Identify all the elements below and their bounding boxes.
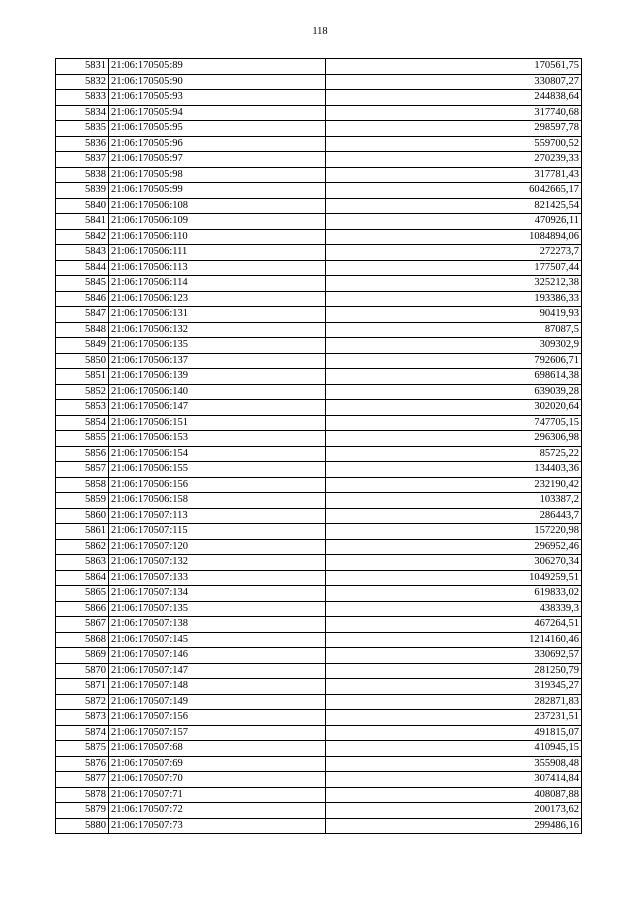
cadastral-number-cell: 21:06:170506:110 (109, 229, 326, 245)
row-number-cell: 5869 (56, 648, 109, 664)
row-number-cell: 5831 (56, 59, 109, 75)
value-cell: 296952,46 (326, 539, 582, 555)
table-row (56, 756, 582, 772)
cadastral-number-cell: 21:06:170506:147 (109, 400, 326, 416)
value-cell: 438339,3 (326, 601, 582, 617)
row-number-cell: 5845 (56, 276, 109, 292)
table-row (56, 431, 582, 447)
row-number-cell: 5863 (56, 555, 109, 571)
table-row (56, 152, 582, 168)
table-row (56, 710, 582, 726)
value-cell: 6042665,17 (326, 183, 582, 199)
table-row (56, 276, 582, 292)
value-cell: 90419,93 (326, 307, 582, 323)
row-number-cell: 5861 (56, 524, 109, 540)
cadastral-number-cell: 21:06:170506:137 (109, 353, 326, 369)
cadastral-number-cell: 21:06:170506:123 (109, 291, 326, 307)
value-cell: 299486,16 (326, 818, 582, 834)
table-row (56, 477, 582, 493)
table-row (56, 632, 582, 648)
cadastral-number-cell: 21:06:170507:138 (109, 617, 326, 633)
cadastral-number-cell: 21:06:170507:69 (109, 756, 326, 772)
table-row (56, 772, 582, 788)
table-row (56, 136, 582, 152)
cadastral-number-cell: 21:06:170507:145 (109, 632, 326, 648)
row-number-cell: 5840 (56, 198, 109, 214)
row-number-cell: 5833 (56, 90, 109, 106)
cadastral-number-cell: 21:06:170507:149 (109, 694, 326, 710)
table-row (56, 679, 582, 695)
row-number-cell: 5851 (56, 369, 109, 385)
value-cell: 232190,42 (326, 477, 582, 493)
cadastral-number-cell: 21:06:170507:148 (109, 679, 326, 695)
table-row (56, 586, 582, 602)
row-number-cell: 5868 (56, 632, 109, 648)
table-row (56, 198, 582, 214)
cadastral-number-cell: 21:06:170507:133 (109, 570, 326, 586)
row-number-cell: 5837 (56, 152, 109, 168)
row-number-cell: 5871 (56, 679, 109, 695)
value-cell: 286443,7 (326, 508, 582, 524)
value-cell: 467264,51 (326, 617, 582, 633)
cadastral-number-cell: 21:06:170506:139 (109, 369, 326, 385)
table-row (56, 400, 582, 416)
cadastral-number-cell: 21:06:170505:98 (109, 167, 326, 183)
value-cell: 639039,28 (326, 384, 582, 400)
value-cell: 821425,54 (326, 198, 582, 214)
cadastral-number-cell: 21:06:170506:156 (109, 477, 326, 493)
value-cell: 1214160,46 (326, 632, 582, 648)
table-row (56, 291, 582, 307)
table-row (56, 415, 582, 431)
table-row (56, 648, 582, 664)
value-cell: 1084894,06 (326, 229, 582, 245)
cadastral-number-cell: 21:06:170507:68 (109, 741, 326, 757)
value-cell: 325212,38 (326, 276, 582, 292)
table-row (56, 369, 582, 385)
value-cell: 747705,15 (326, 415, 582, 431)
table-row (56, 59, 582, 75)
cadastral-number-cell: 21:06:170507:146 (109, 648, 326, 664)
value-cell: 281250,79 (326, 663, 582, 679)
row-number-cell: 5835 (56, 121, 109, 137)
row-number-cell: 5841 (56, 214, 109, 230)
row-number-cell: 5855 (56, 431, 109, 447)
cadastral-number-cell: 21:06:170505:97 (109, 152, 326, 168)
cadastral-number-cell: 21:06:170507:72 (109, 803, 326, 819)
value-cell: 237231,51 (326, 710, 582, 726)
cadastral-number-cell: 21:06:170507:70 (109, 772, 326, 788)
table-row (56, 787, 582, 803)
value-cell: 559700,52 (326, 136, 582, 152)
table-row (56, 229, 582, 245)
row-number-cell: 5862 (56, 539, 109, 555)
value-cell: 134403,36 (326, 462, 582, 478)
table-row (56, 601, 582, 617)
value-cell: 410945,15 (326, 741, 582, 757)
row-number-cell: 5865 (56, 586, 109, 602)
row-number-cell: 5857 (56, 462, 109, 478)
value-cell: 330692,57 (326, 648, 582, 664)
row-number-cell: 5847 (56, 307, 109, 323)
row-number-cell: 5873 (56, 710, 109, 726)
table-row (56, 214, 582, 230)
row-number-cell: 5856 (56, 446, 109, 462)
value-cell: 85725,22 (326, 446, 582, 462)
row-number-cell: 5880 (56, 818, 109, 834)
cadastral-number-cell: 21:06:170506:132 (109, 322, 326, 338)
cadastral-number-cell: 21:06:170507:115 (109, 524, 326, 540)
cadastral-number-cell: 21:06:170507:120 (109, 539, 326, 555)
table-row (56, 694, 582, 710)
row-number-cell: 5859 (56, 493, 109, 509)
cadastral-number-cell: 21:06:170507:157 (109, 725, 326, 741)
row-number-cell: 5866 (56, 601, 109, 617)
value-cell: 306270,34 (326, 555, 582, 571)
cadastral-number-cell: 21:06:170505:93 (109, 90, 326, 106)
row-number-cell: 5854 (56, 415, 109, 431)
value-cell: 408087,88 (326, 787, 582, 803)
table-row (56, 741, 582, 757)
cadastral-number-cell: 21:06:170506:155 (109, 462, 326, 478)
value-cell: 317781,43 (326, 167, 582, 183)
value-cell: 157220,98 (326, 524, 582, 540)
table-row (56, 183, 582, 199)
table-row (56, 307, 582, 323)
cadastral-number-cell: 21:06:170507:73 (109, 818, 326, 834)
cadastral-number-cell: 21:06:170507:156 (109, 710, 326, 726)
table-row (56, 338, 582, 354)
row-number-cell: 5875 (56, 741, 109, 757)
row-number-cell: 5844 (56, 260, 109, 276)
value-cell: 355908,48 (326, 756, 582, 772)
row-number-cell: 5876 (56, 756, 109, 772)
cadastral-number-cell: 21:06:170507:147 (109, 663, 326, 679)
value-cell: 491815,07 (326, 725, 582, 741)
row-number-cell: 5832 (56, 74, 109, 90)
cadastral-number-cell: 21:06:170507:132 (109, 555, 326, 571)
row-number-cell: 5860 (56, 508, 109, 524)
table-row (56, 803, 582, 819)
cadastral-number-cell: 21:06:170506:113 (109, 260, 326, 276)
row-number-cell: 5879 (56, 803, 109, 819)
row-number-cell: 5848 (56, 322, 109, 338)
row-number-cell: 5878 (56, 787, 109, 803)
value-cell: 619833,02 (326, 586, 582, 602)
cadastral-number-cell: 21:06:170506:151 (109, 415, 326, 431)
cadastral-number-cell: 21:06:170506:108 (109, 198, 326, 214)
value-cell: 307414,84 (326, 772, 582, 788)
cadastral-number-cell: 21:06:170506:131 (109, 307, 326, 323)
cadastral-number-cell: 21:06:170506:111 (109, 245, 326, 261)
cadastral-number-cell: 21:06:170505:90 (109, 74, 326, 90)
table-row (56, 353, 582, 369)
table-row (56, 818, 582, 834)
row-number-cell: 5870 (56, 663, 109, 679)
table-row (56, 245, 582, 261)
cadastral-number-cell: 21:06:170505:95 (109, 121, 326, 137)
value-cell: 309302,9 (326, 338, 582, 354)
row-number-cell: 5838 (56, 167, 109, 183)
row-number-cell: 5839 (56, 183, 109, 199)
value-cell: 470926,11 (326, 214, 582, 230)
row-number-cell: 5846 (56, 291, 109, 307)
value-cell: 282871,83 (326, 694, 582, 710)
table-row (56, 90, 582, 106)
table-row (56, 570, 582, 586)
table-row (56, 384, 582, 400)
value-cell: 317740,68 (326, 105, 582, 121)
cadastral-value-table (55, 58, 582, 834)
table-row (56, 260, 582, 276)
cadastral-number-cell: 21:06:170505:89 (109, 59, 326, 75)
value-cell: 792606,71 (326, 353, 582, 369)
table-body (56, 59, 582, 834)
table-row (56, 539, 582, 555)
row-number-cell: 5850 (56, 353, 109, 369)
cadastral-number-cell: 21:06:170507:113 (109, 508, 326, 524)
value-cell: 1049259,51 (326, 570, 582, 586)
page-number: 118 (312, 26, 328, 37)
cadastral-number-cell: 21:06:170506:135 (109, 338, 326, 354)
table-row (56, 74, 582, 90)
cadastral-number-cell: 21:06:170506:109 (109, 214, 326, 230)
row-number-cell: 5836 (56, 136, 109, 152)
value-cell: 296306,98 (326, 431, 582, 447)
cadastral-number-cell: 21:06:170507:71 (109, 787, 326, 803)
row-number-cell: 5843 (56, 245, 109, 261)
value-cell: 177507,44 (326, 260, 582, 276)
cadastral-number-cell: 21:06:170505:99 (109, 183, 326, 199)
value-cell: 200173,62 (326, 803, 582, 819)
table-row (56, 617, 582, 633)
cadastral-number-cell: 21:06:170505:94 (109, 105, 326, 121)
value-cell: 170561,75 (326, 59, 582, 75)
row-number-cell: 5872 (56, 694, 109, 710)
cadastral-number-cell: 21:06:170507:134 (109, 586, 326, 602)
value-cell: 298597,78 (326, 121, 582, 137)
value-cell: 244838,64 (326, 90, 582, 106)
table-row (56, 105, 582, 121)
cadastral-number-cell: 21:06:170506:153 (109, 431, 326, 447)
row-number-cell: 5864 (56, 570, 109, 586)
value-cell: 87087,5 (326, 322, 582, 338)
row-number-cell: 5842 (56, 229, 109, 245)
value-cell: 330807,27 (326, 74, 582, 90)
table-row (56, 462, 582, 478)
table-row (56, 167, 582, 183)
value-cell: 193386,33 (326, 291, 582, 307)
value-cell: 319345,27 (326, 679, 582, 695)
table-row (56, 555, 582, 571)
cadastral-number-cell: 21:06:170507:135 (109, 601, 326, 617)
row-number-cell: 5853 (56, 400, 109, 416)
cadastral-number-cell: 21:06:170506:114 (109, 276, 326, 292)
cadastral-number-cell: 21:06:170506:154 (109, 446, 326, 462)
table-row (56, 524, 582, 540)
table-row (56, 508, 582, 524)
table-row (56, 322, 582, 338)
cadastral-number-cell: 21:06:170506:140 (109, 384, 326, 400)
row-number-cell: 5858 (56, 477, 109, 493)
row-number-cell: 5852 (56, 384, 109, 400)
value-cell: 103387,2 (326, 493, 582, 509)
table-row (56, 663, 582, 679)
cadastral-number-cell: 21:06:170506:158 (109, 493, 326, 509)
row-number-cell: 5849 (56, 338, 109, 354)
cadastral-number-cell: 21:06:170505:96 (109, 136, 326, 152)
table-row (56, 446, 582, 462)
value-cell: 272273,7 (326, 245, 582, 261)
value-cell: 270239,33 (326, 152, 582, 168)
table-row (56, 725, 582, 741)
row-number-cell: 5874 (56, 725, 109, 741)
table-row (56, 493, 582, 509)
row-number-cell: 5834 (56, 105, 109, 121)
value-cell: 302020,64 (326, 400, 582, 416)
table-row (56, 121, 582, 137)
value-cell: 698614,38 (326, 369, 582, 385)
row-number-cell: 5867 (56, 617, 109, 633)
row-number-cell: 5877 (56, 772, 109, 788)
